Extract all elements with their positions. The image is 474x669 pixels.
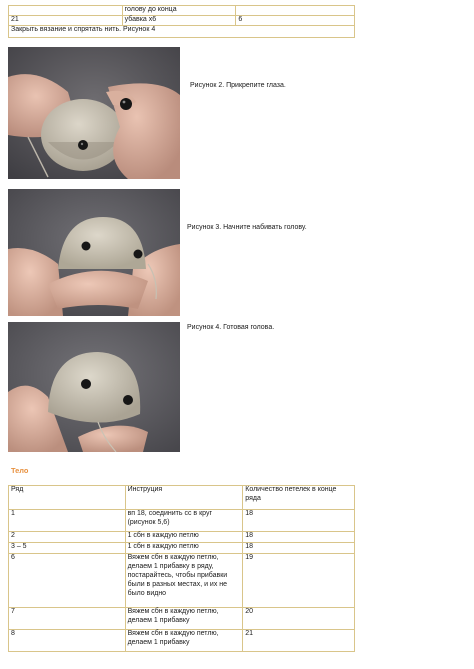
section-heading: Тело	[11, 466, 29, 475]
table-row	[9, 608, 355, 630]
table-header-row	[9, 486, 355, 510]
table-cell: 6	[9, 554, 126, 608]
table-cell: 3 – 5	[9, 543, 126, 554]
table-cell: 2	[9, 532, 126, 543]
table-cell: Вяжем сбн в каждую петлю, делаем 1 прибавку	[125, 630, 243, 652]
table-cell-merged: Закрыть вязание и спрятать нить. Рисунок 4	[9, 26, 355, 38]
table-cell: 6	[236, 16, 355, 26]
table-cell: 1	[9, 510, 126, 532]
table-cell: 21	[243, 630, 355, 652]
column-header-row: Ряд	[9, 486, 126, 510]
table-cell: Вяжем сбн в каждую петлю, делаем 1 прибавку	[125, 608, 243, 630]
table-cell: 1 сбн в каждую петлю	[125, 543, 243, 554]
table-cell: 8	[9, 630, 126, 652]
table-cell: 7	[9, 608, 126, 630]
table-cell: вп 18, соединить сс в круг (рисунок 5,6)	[125, 510, 243, 532]
table-cell: 21	[9, 16, 123, 26]
table-row	[9, 26, 355, 38]
table-row	[9, 532, 355, 543]
table-cell: 19	[243, 554, 355, 608]
figure-3-photo	[8, 189, 180, 316]
table-cell: 20	[243, 608, 355, 630]
crochet-head-eyes-photo	[8, 47, 180, 179]
figure-2-caption: Рисунок 2. Прикрепите глаза.	[190, 82, 286, 89]
table-cell	[9, 6, 123, 16]
table-row	[9, 16, 355, 26]
table-cell: 18	[243, 510, 355, 532]
column-header-instruction: Инструция	[125, 486, 243, 510]
table-cell	[236, 6, 355, 16]
figure-3-caption: Рисунок 3. Начните набивать голову.	[187, 224, 307, 231]
table-row	[9, 630, 355, 652]
figure-4-caption: Рисунок 4. Готовая голова.	[187, 324, 275, 331]
table-row	[9, 6, 355, 16]
table-row	[9, 510, 355, 532]
table-cell: 1 сбн в каждую петлю	[125, 532, 243, 543]
table-cell: убавка х6	[122, 16, 236, 26]
figure-4-photo	[8, 322, 180, 452]
figure-2-photo	[8, 47, 180, 179]
table-row	[9, 543, 355, 554]
table-cell: 18	[243, 543, 355, 554]
head-pattern-table	[8, 5, 355, 38]
body-pattern-table	[8, 485, 355, 652]
table-cell: голову до конца	[122, 6, 236, 16]
crochet-head-finished-photo	[8, 322, 180, 452]
column-header-count: Количество петелек в конце ряда	[243, 486, 355, 510]
table-cell: Вяжем сбн в каждую петлю, делаем 1 прибавку в ряду, постарайтесь, чтобы прибавки были в разных местах, и их не было видно	[125, 554, 243, 608]
crochet-head-stuffing-photo	[8, 189, 180, 316]
table-row	[9, 554, 355, 608]
table-cell: 18	[243, 532, 355, 543]
